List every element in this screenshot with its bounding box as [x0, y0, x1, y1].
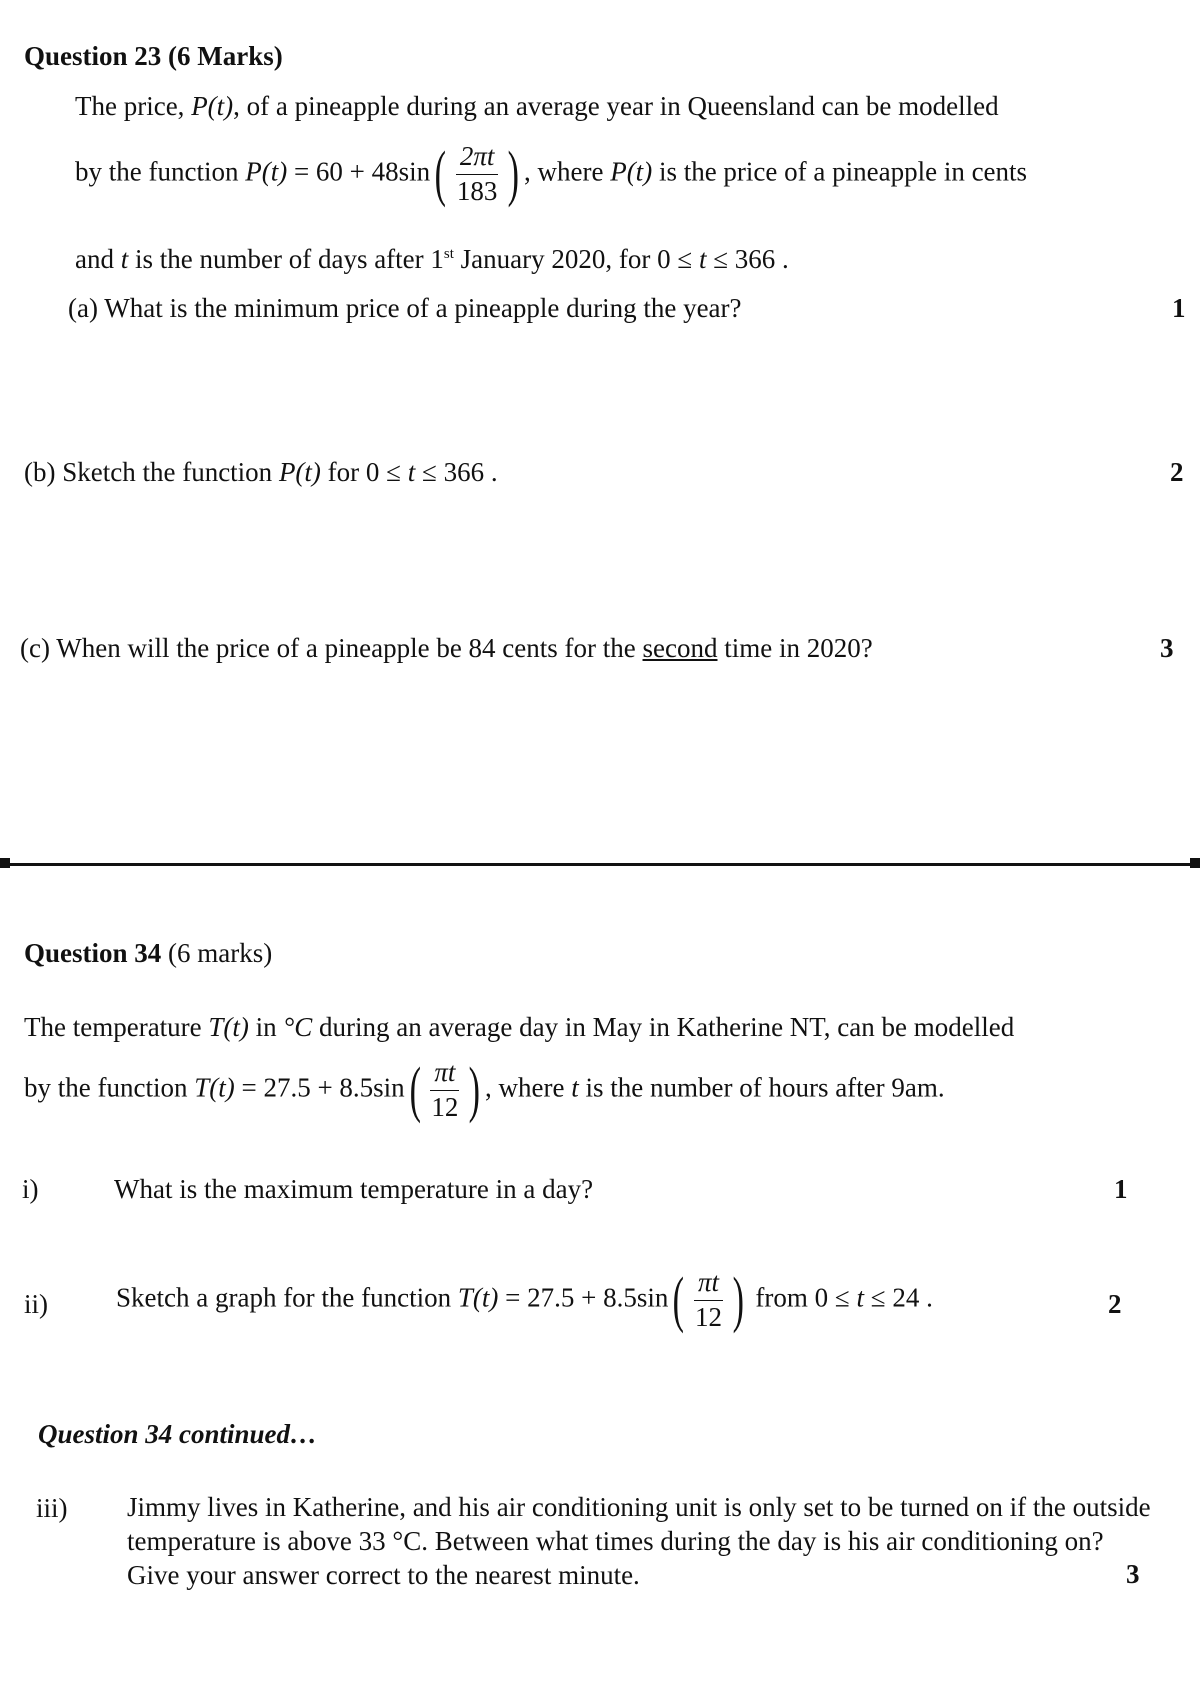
- q23-part-b: [24, 456, 498, 488]
- q23-part-a: (a) What is the minimum price of a pineapple during the year?: [68, 293, 742, 323]
- q34-text: The temperature: [24, 1012, 209, 1042]
- q34-intro-line-1: [24, 1011, 1014, 1043]
- fraction: [427, 1058, 462, 1122]
- heading-bold: Question 34: [24, 938, 162, 968]
- right-paren: ): [732, 1266, 745, 1335]
- q34-continued-heading: Question 34 continued…: [38, 1419, 318, 1449]
- q23-intro-line-1: [75, 90, 999, 122]
- fraction-denominator: 183: [456, 175, 498, 206]
- fraction-numerator: 2πt: [456, 142, 499, 175]
- q34-part-ii-label: ii): [24, 1289, 48, 1319]
- divider-end-right: [1190, 858, 1200, 868]
- q34-part-i-marks: 1: [1114, 1174, 1128, 1204]
- underlined-word: second: [642, 633, 718, 663]
- function-t: T(t): [194, 1072, 235, 1103]
- q23-text: is the price of a pineapple in cents: [652, 156, 1028, 187]
- q34-text: is the number of hours after 9am.: [578, 1072, 945, 1103]
- fraction: [453, 142, 502, 206]
- fraction-denominator: 12: [695, 1301, 723, 1332]
- q34-text: ≤ 24 .: [864, 1282, 933, 1313]
- q23-text: and: [75, 244, 121, 274]
- equation-text: = 60 + 48sin: [287, 156, 431, 187]
- q23-text: time in 2020?: [717, 633, 873, 663]
- question-23-heading: Question 23 (6 Marks): [24, 41, 283, 71]
- function-p: P(t): [610, 156, 653, 187]
- q23-part-a-marks: 1: [1172, 293, 1186, 323]
- q34-part-ii: [116, 1266, 933, 1335]
- question-34-heading: [24, 937, 272, 969]
- function-p: P(t): [191, 91, 234, 121]
- variable-t: t: [407, 457, 416, 487]
- function-t: T(t): [457, 1282, 499, 1313]
- q34-intro-line-2: [24, 1056, 945, 1125]
- q34-part-i: What is the maximum temperature in a day?: [114, 1174, 594, 1204]
- left-paren: (: [673, 1266, 685, 1335]
- q23-text: The price,: [75, 91, 192, 121]
- superscript: st: [443, 246, 454, 262]
- q23-text: , of a pineapple during an average year in Queensland can be modelled: [233, 91, 999, 121]
- q23-text: January 2020, for 0 ≤: [453, 244, 699, 274]
- section-divider: [0, 863, 1200, 866]
- function-p: P(t): [245, 156, 288, 187]
- q23-part-c: [20, 632, 873, 664]
- heading-marks: (6 marks): [161, 938, 273, 968]
- left-paren: (: [434, 140, 447, 209]
- q34-part-ii-marks: 2: [1108, 1289, 1122, 1319]
- right-paren: ): [507, 140, 520, 209]
- variable-t: t: [856, 1282, 864, 1313]
- fraction: [691, 1268, 726, 1332]
- q34-part-iii: Jimmy lives in Katherine, and his air conditioning unit is only set to be turned on if the outside temperature is above 33 °C. Between what times during the day is his air conditioning on? Give your answer correct to the nearest minute.: [127, 1492, 1151, 1590]
- left-paren: (: [409, 1056, 421, 1125]
- q34-part-iii-label: iii): [36, 1493, 68, 1523]
- q23-part-c-marks: 3: [1160, 633, 1174, 663]
- q23-part-b-marks: 2: [1170, 457, 1184, 487]
- divider-end-left: [0, 858, 10, 868]
- q34-text: , where: [485, 1072, 572, 1103]
- variable-t: t: [120, 244, 129, 274]
- fraction-numerator: πt: [694, 1268, 723, 1301]
- variable-t: t: [698, 244, 707, 274]
- function-t: T(t): [208, 1012, 249, 1042]
- equation-text: = 27.5 + 8.5sin: [498, 1282, 669, 1313]
- variable-t: t: [571, 1072, 579, 1103]
- q23-text: is the number of days after 1: [128, 244, 444, 274]
- q23-text: ≤ 366 .: [415, 457, 498, 487]
- q34-part-iii-marks: 3: [1126, 1559, 1140, 1589]
- q34-text: from 0 ≤: [748, 1282, 857, 1313]
- q23-text: ≤ 366 .: [706, 244, 789, 274]
- q23-intro-line-3: [75, 243, 789, 275]
- q34-text: in: [248, 1012, 284, 1042]
- q23-text: (b) Sketch the function: [24, 457, 279, 487]
- equation-text: = 27.5 + 8.5sin: [234, 1072, 405, 1103]
- degree-unit: °C: [283, 1012, 313, 1042]
- q34-text: during an average day in May in Katherine NT, can be modelled: [312, 1012, 1015, 1042]
- q34-part-i-label: i): [22, 1174, 39, 1204]
- function-p: P(t): [278, 457, 321, 487]
- right-paren: ): [468, 1056, 481, 1125]
- q23-text: , where: [523, 156, 611, 187]
- q23-intro-line-2: [75, 140, 1028, 209]
- q23-text: (c) When will the price of a pineapple be 84 cents for the: [20, 633, 643, 663]
- q34-text: by the function: [24, 1072, 195, 1103]
- q34-text: Sketch a graph for the function: [116, 1282, 458, 1313]
- q23-text: for 0 ≤: [320, 457, 408, 487]
- fraction-numerator: πt: [430, 1058, 459, 1091]
- q23-text: by the function: [75, 156, 246, 187]
- fraction-denominator: 12: [431, 1091, 459, 1122]
